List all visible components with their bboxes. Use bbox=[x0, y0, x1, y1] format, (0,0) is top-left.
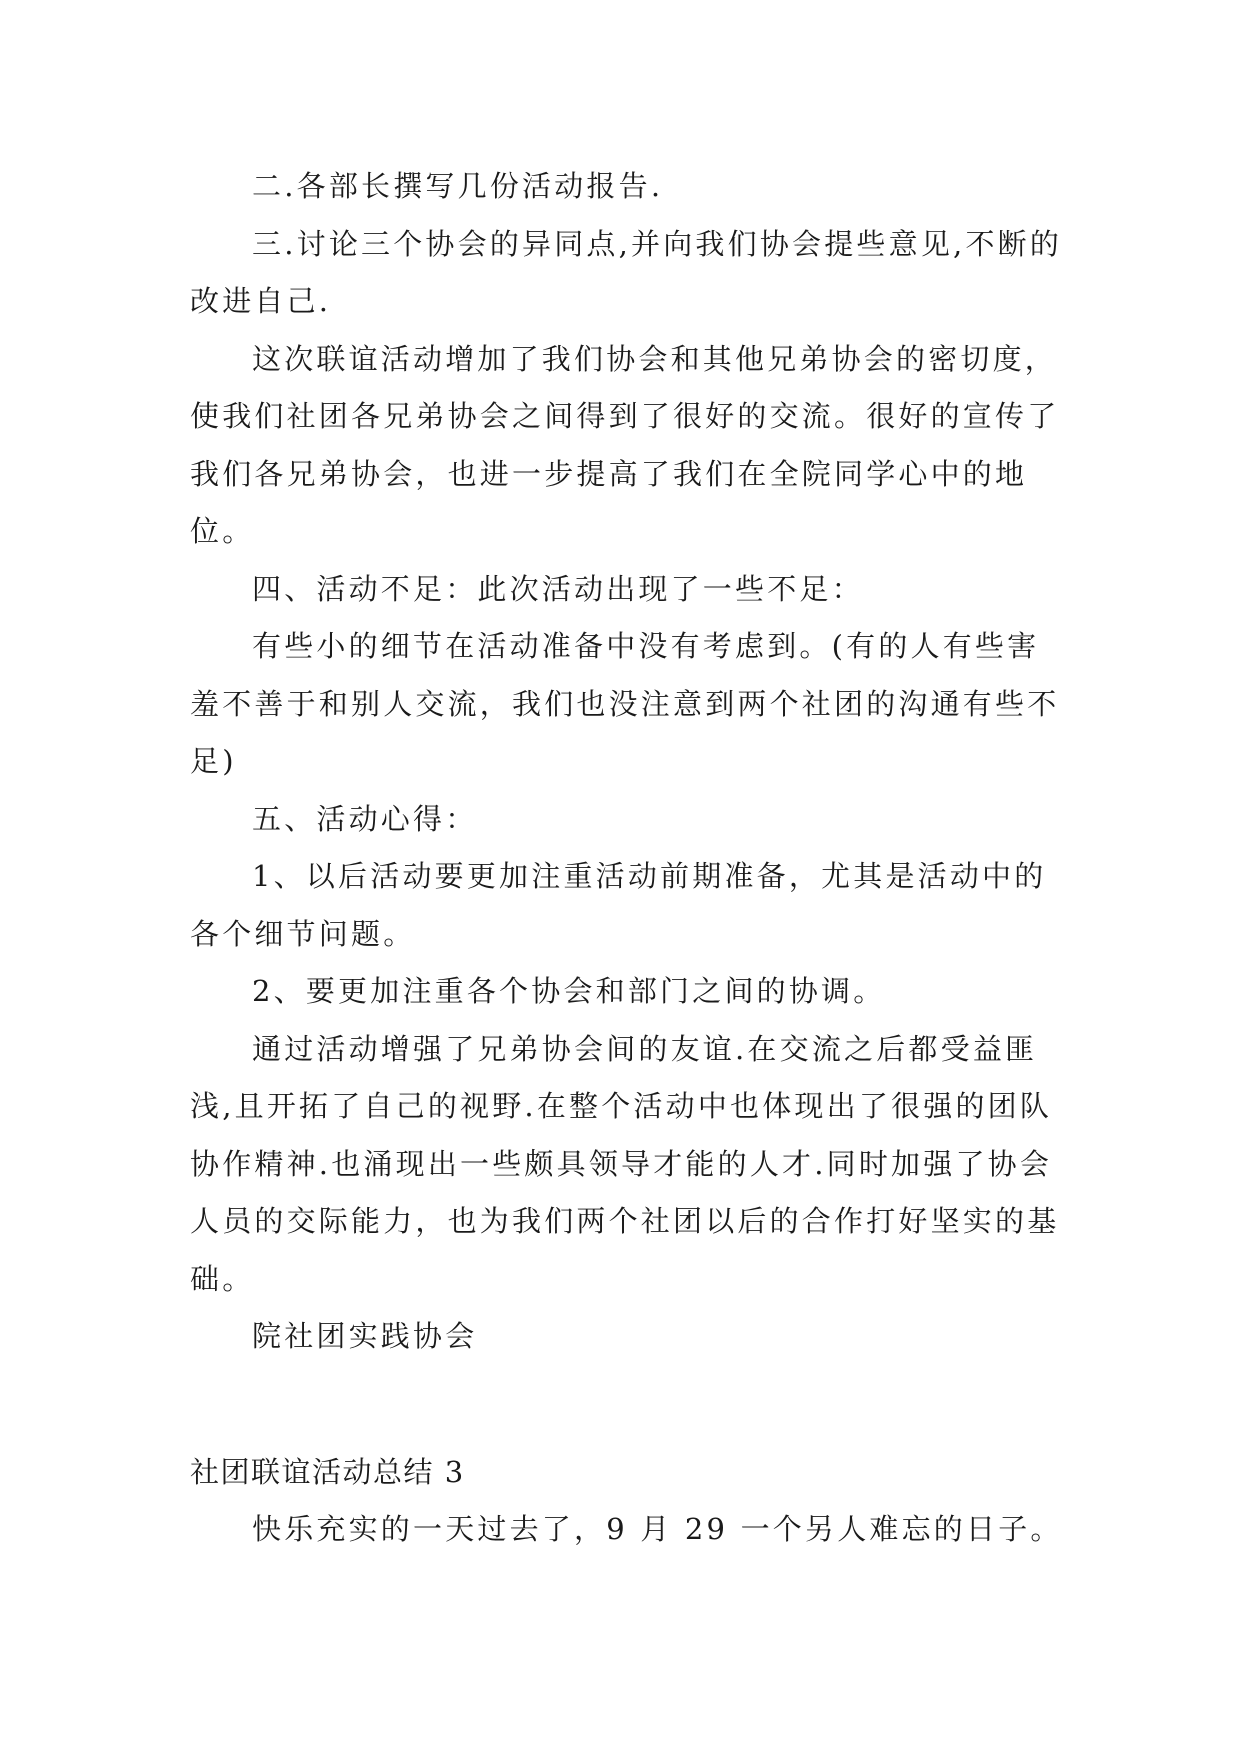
paragraph-shortcomings-heading: 四、活动不足：此次活动出现了一些不足： bbox=[252, 571, 864, 606]
paragraph-shortcomings: 有些小的细节在活动准备中没有考虑到。(有的人有些害羞不善于和别人交流，我们也没注意到两个社团的沟通有些不足) bbox=[190, 629, 1060, 778]
paragraph-insight-2: 2、要更加注重各个协会和部门之间的协调。 bbox=[252, 974, 886, 1008]
section-title: 社团联谊活动总结 3 bbox=[190, 1454, 465, 1489]
paragraph-discussion: 三.讨论三个协会的异同点,并向我们协会提些意见,不断的改进自己. bbox=[190, 226, 1063, 318]
paragraph-report: 二.各部长撰写几份活动报告. bbox=[252, 169, 664, 203]
paragraph-insight-1: 1、以后活动要更加注重活动前期准备，尤其是活动中的各个细节问题。 bbox=[190, 859, 1047, 951]
paragraph-insights-heading: 五、活动心得： bbox=[252, 801, 478, 836]
signature: 院社团实践协会 bbox=[252, 1319, 478, 1353]
paragraph-closing: 快乐充实的一天过去了，9 月 29 一个另人难忘的日子。 bbox=[252, 1512, 1063, 1546]
paragraph-conclusion: 通过活动增强了兄弟协会间的友谊.在交流之后都受益匪浅,且开拓了自己的视野.在整个活动中也体现出了很强的团队协作精神.也涌现出一些颇具领导才能的人才.同时加强了协会人员的交际能力，也为我们两个社团以后的合作打好坚实的基础。 bbox=[190, 1031, 1060, 1296]
paragraph-outcome: 这次联谊活动增加了我们协会和其他兄弟协会的密切度，使我们社团各兄弟协会之间得到了很好的交流。很好的宣传了我们各兄弟协会，也进一步提高了我们在全院同学心中的地位。 bbox=[190, 341, 1060, 548]
document-body bbox=[190, 158, 1070, 1559]
